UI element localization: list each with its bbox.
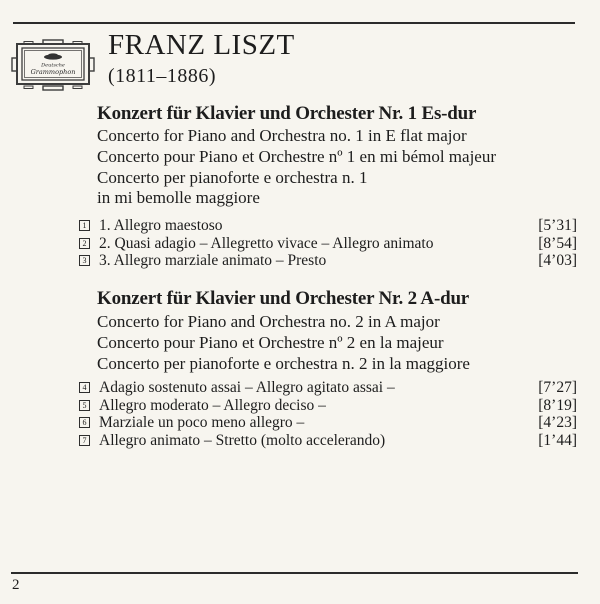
work1-tracklist	[79, 217, 577, 270]
track-duration: [4’03]	[538, 252, 577, 270]
track-number-box: 7	[79, 435, 90, 446]
track-row	[79, 217, 577, 235]
logo-text-line2: Grammophon	[30, 68, 76, 76]
track-duration: [1’44]	[538, 431, 577, 449]
work1-title-en: Concerto for Piano and Orchestra no. 1 in E flat major	[97, 126, 467, 145]
work2-title-en: Concerto for Piano and Orchestra no. 2 in A major	[97, 312, 440, 331]
track-title: 3. Allegro marziale animato – Presto	[99, 252, 327, 270]
track-row	[79, 235, 577, 253]
work1-title-de: Konzert für Klavier und Orchester Nr. 1 Es-dur	[97, 103, 477, 124]
track-duration: [4’23]	[538, 414, 577, 432]
work2-tracklist	[79, 379, 577, 449]
logo-text-line1: Deutsche	[41, 62, 65, 69]
track-duration: [8’54]	[538, 234, 577, 252]
work1-title-it-line2: in mi bemolle maggiore	[97, 188, 260, 208]
tulip-crest-icon	[44, 53, 62, 59]
track-number-box: 5	[79, 400, 90, 411]
work1-subtitles	[97, 126, 496, 209]
track-number-box: 4	[79, 382, 90, 393]
track-duration: [5’31]	[538, 217, 577, 234]
track-row	[79, 252, 577, 270]
track-row	[79, 432, 577, 450]
track-number-box: 1	[79, 220, 90, 231]
work2-title-fr: Concerto pour Piano et Orchestre nº 2 en la majeur	[97, 332, 444, 352]
work2-title-de: Konzert für Klavier und Orchester Nr. 2 A-dur	[97, 288, 470, 309]
track-duration: [8’19]	[538, 396, 577, 414]
work1-title-fr: Concerto pour Piano et Orchestre nº 1 en mi bémol majeur	[97, 146, 496, 166]
track-title: Adagio sostenuto assai – Allegro agitato assai –	[99, 379, 395, 396]
composer-block	[108, 30, 295, 88]
work2-subtitles	[97, 312, 470, 374]
bottom-rule	[11, 572, 578, 574]
deutsche-grammophon-logo	[9, 38, 97, 92]
track-number-box: 6	[79, 417, 90, 428]
track-row	[79, 414, 577, 432]
track-number-box: 2	[79, 238, 90, 249]
work1-title-it-line1: Concerto per pianoforte e orchestra n. 1	[97, 167, 368, 187]
track-title: Allegro animato – Stretto (molto accelerando)	[99, 431, 386, 449]
composer-dates: (1811–1886)	[108, 65, 217, 88]
work2-title-it-line1: Concerto per pianoforte e orchestra n. 2 in la maggiore	[97, 353, 470, 373]
track-title: 2. Quasi adagio – Allegretto vivace – Allegro animato	[99, 234, 434, 252]
track-number-box: 3	[79, 255, 90, 266]
page-number: 2	[12, 577, 20, 593]
track-title: 1. Allegro maestoso	[99, 217, 223, 234]
track-title: Marziale un poco meno allegro –	[99, 414, 305, 432]
track-row	[79, 379, 577, 397]
track-duration: [7’27]	[538, 379, 577, 396]
track-title: Allegro moderato – Allegro deciso –	[99, 396, 326, 414]
top-rule	[13, 22, 575, 24]
composer-name: FRANZ LISZT	[108, 29, 295, 61]
track-row	[79, 397, 577, 415]
